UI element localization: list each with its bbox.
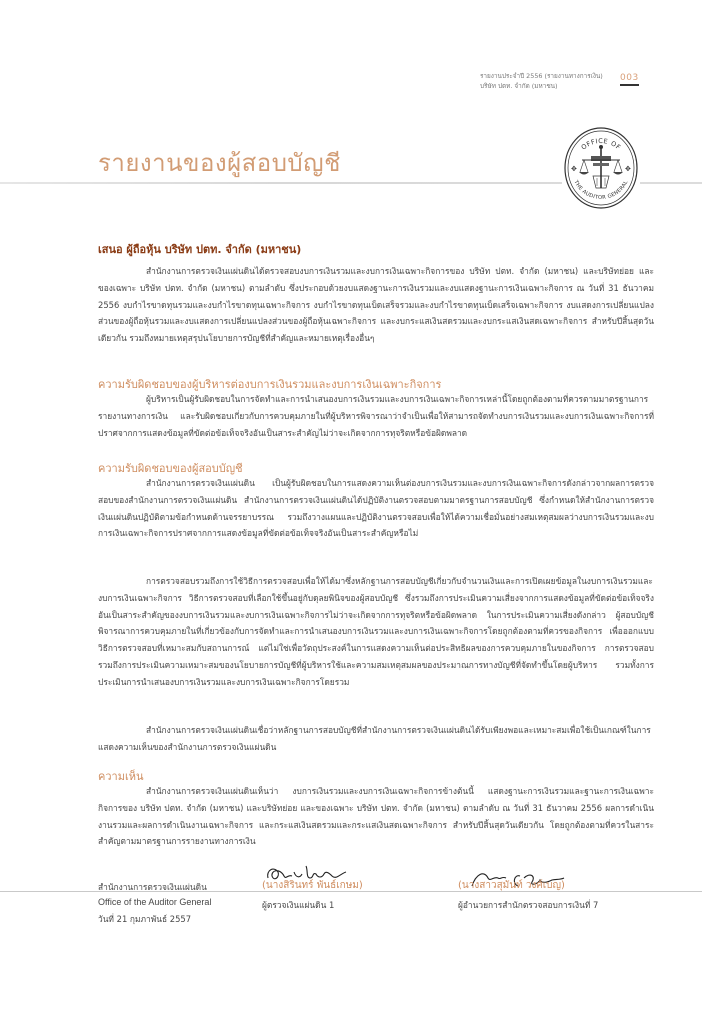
seal-text-top: OFFICE OF bbox=[579, 136, 623, 152]
paragraph-text: การตรวจสอบรวมถึงการใช้วิธีการตรวจสอบเพื่อให้ได้มาซึ่งหลักฐานการสอบบัญชีเกี่ยวกับจำนวนเงินและการเปิดเผยข้อมูลในงบการเงินรวมและงบการเงินเฉพาะกิจการ วิธีการตรวจสอบที่เลือกใช้ขึ้นอยู่กับดุลยพินิจของผู้สอบบัญชี ซึ่งรวมถึงการประเมินความเสี่ยงจากการแสดงข้อมูลที่ขัดต่อข้อเท็จจริงอันเป็นสาระสำคัญของงบการเงินรวมและงบการเงินเฉพาะกิจการไม่ว่าจะเกิดจากการทุจริตหรือข้อผิดพลาด ในการประเมินความเสี่ยงดังกล่าว ผู้สอบบัญชีพิจารณาการควบคุมภายในที่เกี่ยวข้องกับการจัดทำและการนำเสนองบการเงินรวมและงบการเงินเฉพาะกิจการโดยถูกต้องตามที่ควรของกิจการ เพื่อออกแบบวิธีการตรวจสอบที่เหมาะสมกับสถานการณ์ แต่ไม่ใช่เพื่อวัตถุประสงค์ในการแสดงความเห็นต่อประสิทธิผลของการควบคุมภายในของกิจการ การตรวจสอบรวมถึงการประเมินความเหมาะสมของนโยบายการบัญชีที่ผู้บริหารใช้และความสมเหตุสมผลของประมาณการทางบัญชีที่จัดทำขึ้นโดยผู้บริหาร รวมทั้งการประเมินการนำเสนองบการเงินรวมและงบการเงินเฉพาะกิจการโดยรวม bbox=[98, 576, 654, 687]
auditor-responsibility-paragraph-3 bbox=[98, 722, 654, 756]
paragraph-text: สำนักงานการตรวจเงินแผ่นดินเห็นว่า งบการเงินรวมและงบการเงินเฉพาะกิจการข้างต้นนี้ แสดงฐานะการเงินรวมและฐานะการเงินเฉพาะกิจการของ บริษัท ปตท. จำกัด (มหาชน) และบริษัทย่อย และของเฉพาะ บริษัท ปตท. จำกัด (มหาชน) ตามลำดับ ณ วันที่ 31 ธันวาคม 2556 ผลการดำเนินงานรวมและผลการดำเนินงานเฉพาะกิจการ และกระแสเงินสดรวมและกระแสเงินสดเฉพาะกิจการ สำหรับปีสิ้นสุดวันเดียวกัน โดยถูกต้องตามที่ควรในสาระสำคัญตามมาตรฐานการรายงานทางการเงิน bbox=[98, 786, 655, 847]
report-date: วันที่ 21 กุมภาพันธ์ 2557 bbox=[98, 914, 192, 924]
company-line: บริษัท ปตท. จำกัด (มหาชน) bbox=[480, 82, 558, 90]
intro-text: สำนักงานการตรวจเงินแผ่นดินได้ตรวจสอบงบการเงินรวมและงบการเงินเฉพาะกิจการของ บริษัท ปตท. จำกัด (มหาชน) และบริษัทย่อย และของเฉพาะ บริษัท ปตท. จำกัด (มหาชน) ตามลำดับ ซึ่งประกอบด้วยงบแสดงฐานะการเงินรวมและงบแสดงฐานะการเงินเฉพาะกิจการ ณ วันที่ 31 ธันวาคม 2556 งบกำไรขาดทุนรวมและงบกำไรขาดทุนเฉพาะกิจการ งบกำไรขาดทุนเบ็ดเสร็จรวมและงบกำไรขาดทุนเบ็ดเสร็จเฉพาะกิจการ งบแสดงการเปลี่ยนแปลงส่วนของผู้ถือหุ้นรวมและงบแสดงการเปลี่ยนแปลงส่วนของผู้ถือหุ้นเฉพาะกิจการ และงบกระแสเงินสดรวมและงบกระแสเงินสดเฉพาะกิจการ สำหรับปีสิ้นสุดวันเดียวกัน รวมถึงหมายเหตุสรุปนโยบายการบัญชีที่สำคัญและหมายเหตุเรื่องอื่นๆ bbox=[98, 266, 654, 344]
signer-2-name: (นางสาวสุมันท์ วงศ์เบญ) bbox=[458, 880, 565, 891]
paragraph-text: ผู้บริหารเป็นผู้รับผิดชอบในการจัดทำและการนำเสนองบการเงินรวมและงบการเงินเฉพาะกิจการเหล่านี้โดยถูกต้องตามที่ควรตามมาตรฐานการรายงานทางการเงิน และรับผิดชอบเกี่ยวกับการควบคุมภายในที่ผู้บริหารพิจารณาว่าจำเป็นเพื่อให้สามารถจัดทำงบการเงินรวมและงบการเงินเฉพาะกิจการที่ปราศจากการแสดงข้อมูลที่ขัดต่อข้อเท็จจริงอันเป็นสาระสำคัญไม่ว่าจะเกิดจากการทุจริตหรือข้อผิดพลาด bbox=[98, 394, 654, 438]
addressee: เสนอ ผู้ถือหุ้น บริษัท ปตท. จำกัด (มหาชน) bbox=[98, 243, 302, 256]
report-header bbox=[480, 71, 610, 91]
management-responsibility-paragraph bbox=[98, 391, 654, 441]
auditor-responsibility-paragraph-1 bbox=[98, 475, 654, 542]
section-heading-management-responsibility: ความรับผิดชอบของผู้บริหารต่องบการเงินรวมและงบการเงินเฉพาะกิจการ bbox=[98, 378, 442, 391]
section-heading-auditor-responsibility: ความรับผิดชอบของผู้สอบบัญชี bbox=[98, 462, 243, 475]
page-number: 003 bbox=[620, 73, 639, 86]
svg-text:✥: ✥ bbox=[625, 165, 631, 173]
seal-text-bottom: THE AUDITOR GENERAL bbox=[572, 179, 630, 202]
page-title: รายงานของผู้สอบบัญชี bbox=[98, 149, 341, 177]
signer-2-position: ผู้อำนวยการสำนักตรวจสอบการเงินที่ 7 bbox=[458, 900, 599, 910]
opinion-paragraph bbox=[98, 783, 654, 850]
svg-text:✥: ✥ bbox=[571, 165, 577, 173]
report-line: รายงานประจำปี 2556 (รายงานทางการเงิน) bbox=[480, 72, 603, 80]
auditor-general-seal-icon bbox=[562, 126, 640, 210]
signer-1-name: (นางสิรินทร์ พันธ์เกษม) bbox=[262, 880, 363, 891]
office-name-th: สำนักงานการตรวจเงินแผ่นดิน bbox=[98, 882, 207, 892]
signer-1-position: ผู้ตรวจเงินแผ่นดิน 1 bbox=[262, 900, 335, 910]
paragraph-text: สำนักงานการตรวจเงินแผ่นดินเชื่อว่าหลักฐานการสอบบัญชีที่สำนักงานการตรวจเงินแผ่นดินได้รับเพียงพอและเหมาะสมเพื่อใช้เป็นเกณฑ์ในการแสดงความเห็นของสำนักงานการตรวจเงินแผ่นดิน bbox=[98, 725, 651, 752]
intro-paragraph bbox=[98, 263, 654, 347]
office-name-en: Office of the Auditor General bbox=[98, 897, 212, 907]
section-heading-opinion: ความเห็น bbox=[98, 770, 144, 783]
auditor-responsibility-paragraph-2 bbox=[98, 573, 654, 691]
paragraph-text: สำนักงานการตรวจเงินแผ่นดิน เป็นผู้รับผิดชอบในการแสดงความเห็นต่องบการเงินรวมและงบการเงินเฉพาะกิจการดังกล่าวจากผลการตรวจสอบของสำนักงานการตรวจเงินแผ่นดิน สำนักงานการตรวจเงินแผ่นดินได้ปฏิบัติงานตรวจสอบตามมาตรฐานการสอบบัญชี ซึ่งกำหนดให้สำนักงานการตรวจเงินแผ่นดินปฏิบัติตามข้อกำหนดด้านจรรยาบรรณ รวมถึงวางแผนและปฏิบัติงานตรวจสอบเพื่อให้ได้ความเชื่อมั่นอย่างสมเหตุสมผลว่างบการเงินรวมและงบการเงินเฉพาะกิจการปราศจากการแสดงข้อมูลที่ขัดต่อข้อเท็จจริงอันเป็นสาระสำคัญหรือไม่ bbox=[98, 478, 654, 539]
